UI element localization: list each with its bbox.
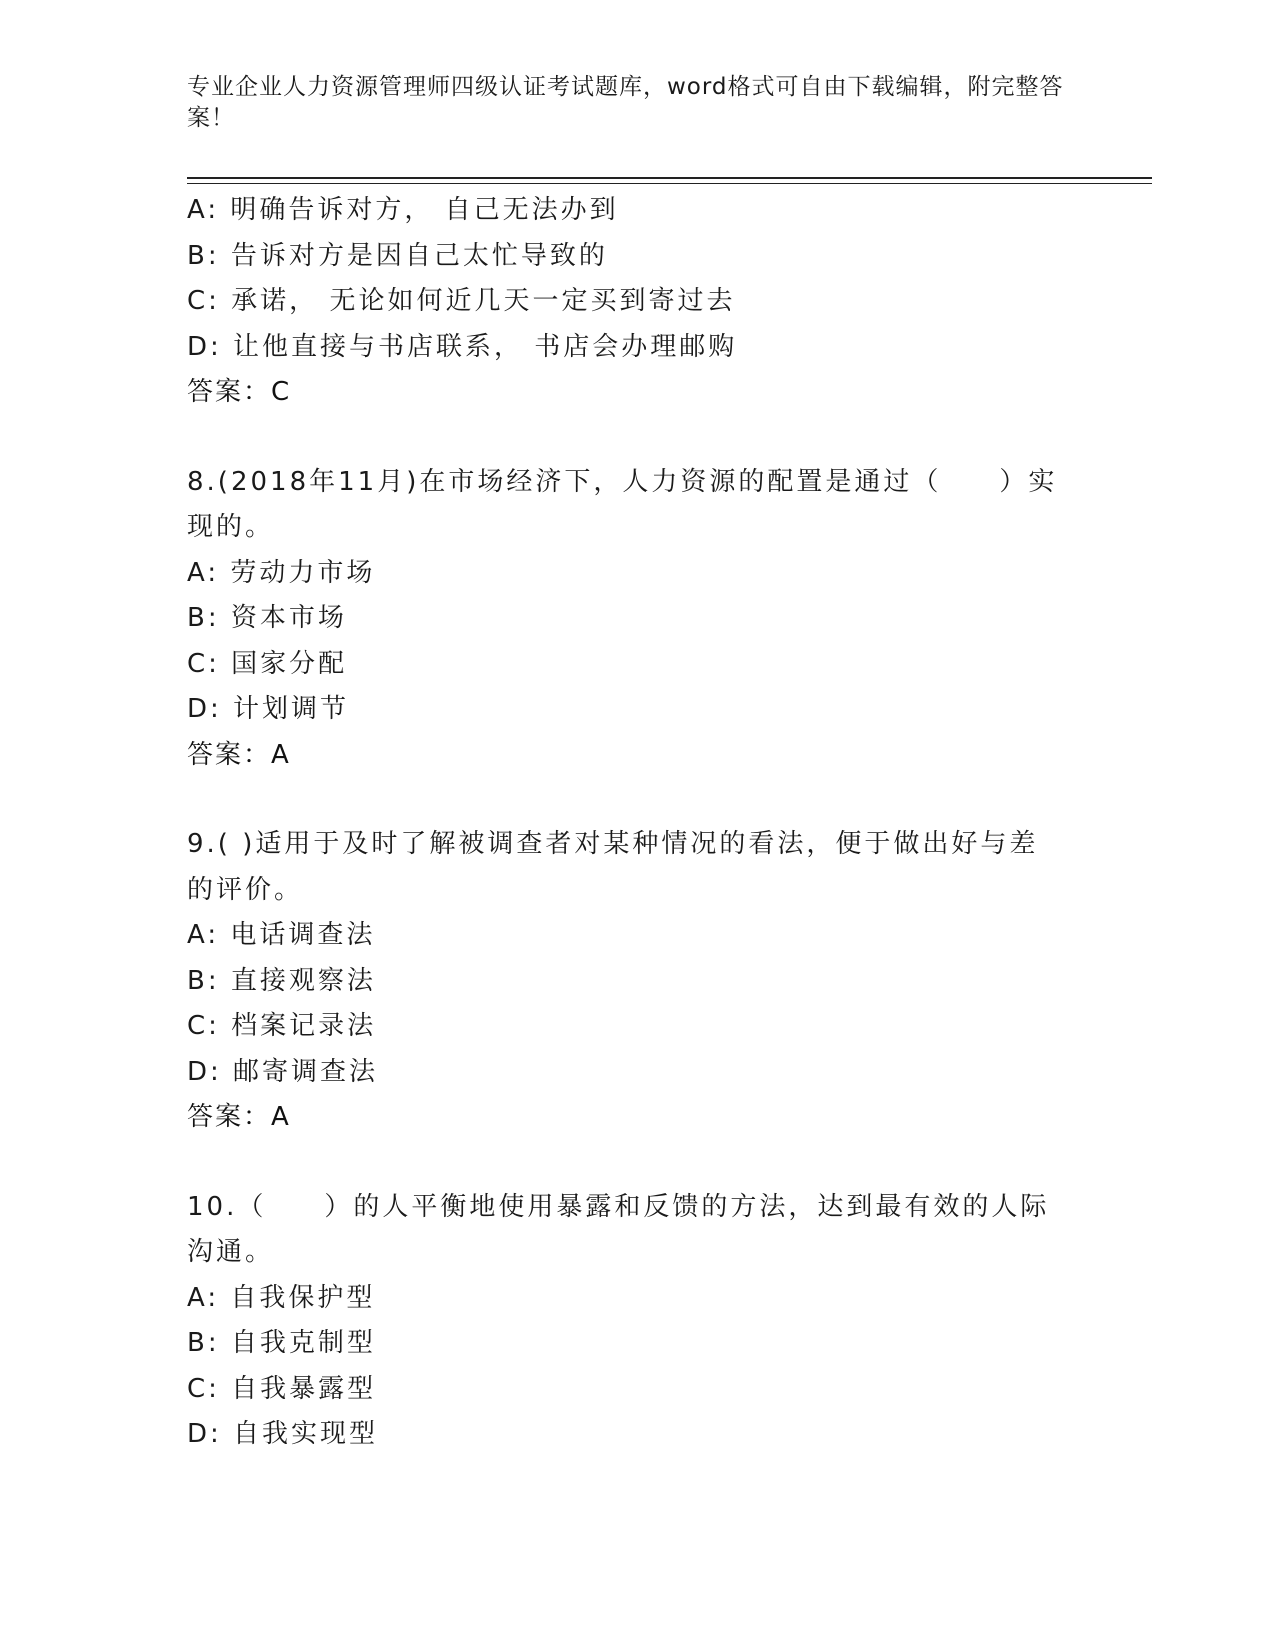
option-a: A: 自我保护型 — [187, 1282, 376, 1313]
option-a: A: 明确告诉对方， 自己无法办到 — [187, 195, 619, 225]
page-header: 专业企业人力资源管理师四级认证考试题库，word格式可自由下载编辑，附完整答案！ — [187, 74, 1064, 131]
option-c: C: 档案记录法 — [187, 1011, 377, 1041]
option-b: B: 资本市场 — [187, 603, 347, 633]
header-rule-thin — [187, 183, 1152, 184]
option-c: C: 国家分配 — [187, 648, 348, 679]
option-c: C: 承诺， 无论如何近几天一定买到寄过去 — [187, 286, 736, 316]
option-b: B: 直接观察法 — [187, 965, 376, 996]
option-d: D: 让他直接与书店联系， 书店会办理邮购 — [187, 331, 738, 362]
question-10 — [187, 1185, 1067, 1458]
answer-line: 答案：A — [187, 1102, 291, 1132]
answer-line: 答案：A — [187, 739, 291, 770]
question-8 — [187, 460, 1067, 779]
option-a: A: 电话调查法 — [187, 920, 376, 950]
question-9 — [187, 822, 1067, 1141]
question-content — [187, 188, 1067, 1458]
option-b: B: 告诉对方是因自己太忙导致的 — [187, 240, 608, 271]
header-rule-thick — [187, 177, 1152, 179]
answer-line: 答案：C — [187, 377, 292, 407]
question-stem: 8.(2018年11月)在市场经济下，人力资源的配置是通过（ ）实现的。 — [187, 466, 1058, 542]
option-d: D: 计划调节 — [187, 694, 350, 724]
question-stem: 10.（ ）的人平衡地使用暴露和反馈的方法，达到最有效的人际沟通。 — [187, 1191, 1050, 1267]
option-c: C: 自我暴露型 — [187, 1373, 377, 1404]
option-d: D: 自我实现型 — [187, 1419, 379, 1449]
question-7 — [187, 188, 1067, 416]
option-a: A: 劳动力市场 — [187, 557, 376, 588]
question-stem: 9.( )适用于及时了解被调查者对某种情况的看法，便于做出好与差的评价。 — [187, 829, 1039, 905]
option-b: B: 自我克制型 — [187, 1328, 376, 1358]
option-d: D: 邮寄调查法 — [187, 1056, 379, 1087]
